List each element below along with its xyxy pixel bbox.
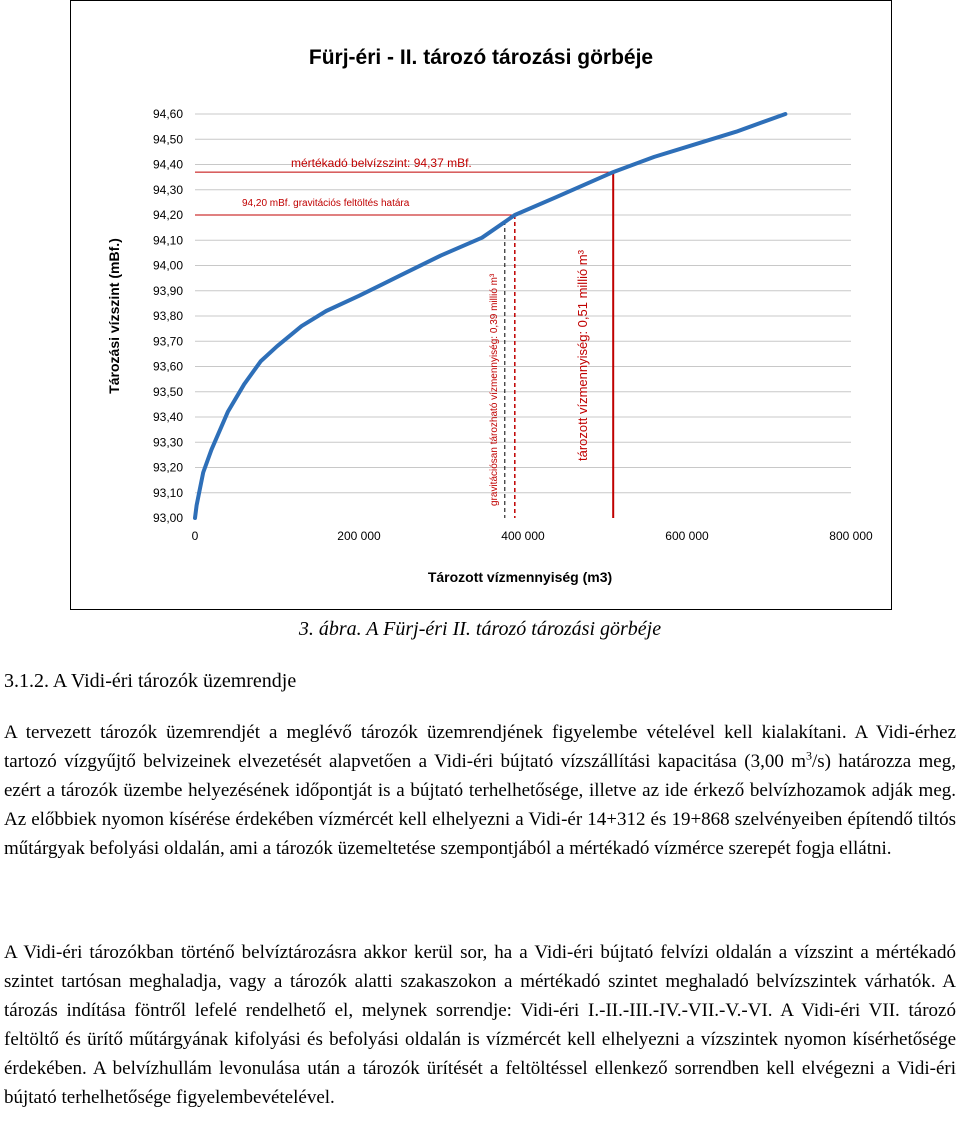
y-tick-label: 93,00	[152, 511, 183, 525]
y-tick-label: 94,40	[152, 157, 183, 172]
superscript: 3	[805, 748, 812, 763]
x-tick-label: 400 000	[501, 529, 545, 543]
y-tick-labels	[153, 107, 183, 525]
x-tick-label: 800 000	[829, 529, 873, 543]
grid-layer	[195, 114, 851, 493]
chart-frame	[70, 0, 892, 610]
gravity-volume-label: gravitációsan tározható vízmennyiség: 0,39 millió m³	[489, 273, 500, 506]
y-tick-label: 94,30	[152, 182, 183, 197]
x-tick-label: 200 000	[337, 529, 381, 543]
x-tick-label: 0	[191, 529, 199, 543]
section-heading: 3.1.2. A Vidi-éri tározók üzemrendje	[4, 670, 297, 692]
storage-curve-chart	[71, 1, 893, 611]
figure-caption: 3. ábra. A Fürj-éri II. tározó tározási görbéje	[298, 618, 662, 640]
y-tick-label: 94,60	[152, 107, 183, 121]
paragraph: A Vidi-éri tározókban történő belvíztározásra akkor kerül sor, ha a Vidi-éri bújtató felvízi oldalán a vízszint a mértékadó szintet tartósan meghaladja, vagy a tározók alatti szakaszokon a mértékadó szintet meghaladó belvízszintek várhatók. A tározás indítása föntről lefelé rendelhető el, melynek sorrendje: Vidi-éri I.-II.-III.-IV.-VII.-V.-VI. A Vidi-éri VII. tározó feltöltő és ürítő műtárgyának kifolyási és befolyási oldalán is vízmércét kell elhelyezni a vízszintek nyomon kísérhetősége érdekében. A belvízhullám levonulása után a tározók ürítését a feltöltéssel ellenkező sorrendben kell elvégezni a Vidi-éri bújtató terhelhetősége figyelembevételével.	[4, 942, 956, 1108]
y-tick-label: 93,40	[152, 410, 183, 424]
y-tick-label: 94,00	[152, 258, 183, 273]
y-tick-label: 94,20	[152, 208, 183, 222]
annotation-layer	[195, 172, 613, 518]
paragraph-text: /s) határozza meg, ezért a tározók üzembe helyezésének időpontját is a bújtató terhelhetősége, illetve az ide érkező belvízhozamok adják meg. Az előbbiek nyomon kísérése érdekében vízmércét kell elhelyezni a Vidi-ér 14+312 és 19+868 szelvényeiben építendő tiltós műtárgyak befolyási oldalán, ami a tározók üzemeltetése szempontjából a mértékadó vízmérce szerepét fogja ellátni.	[4, 751, 956, 859]
y-tick-label: 93,80	[152, 309, 183, 323]
y-tick-label: 94,50	[152, 132, 183, 147]
x-tick-label: 600 000	[665, 529, 709, 543]
y-axis-title: Tározási vízszint (mBf.)	[106, 238, 122, 394]
y-tick-label: 93,30	[152, 435, 183, 450]
y-tick-label: 94,10	[152, 233, 183, 248]
x-tick-labels	[192, 529, 873, 543]
x-axis-title: Tározott vízmennyiség (m3)	[427, 569, 613, 585]
gravity-limit-label: 94,20 mBf. gravitációs feltöltés határa	[242, 198, 410, 209]
design-level-label: mértékadó belvízszint: 94,37 mBf.	[291, 156, 472, 170]
y-tick-label: 93,50	[152, 384, 183, 399]
paragraph-text: A tervezett tározók üzemrendjét a meglévő tározók üzemrendjének figyelembe vételével kell kialakítani. A Vidi-érhez tartozó vízgyűjtő belvizeinek elvezetését alapvetően a Vidi-éri bújtató vízszállítási kapacitása (3,00 m	[4, 722, 956, 772]
y-tick-label: 93,10	[152, 485, 183, 500]
y-tick-label: 93,70	[152, 334, 183, 349]
paragraph	[4, 718, 956, 863]
y-tick-label: 93,20	[152, 460, 183, 475]
y-tick-label: 93,60	[152, 359, 183, 374]
chart-title: Fürj-éri - II. tározó tározási görbéje	[308, 46, 654, 69]
stored-volume-label: tározott vízmennyiség: 0,51 millió m³	[575, 250, 590, 461]
y-tick-label: 93,90	[152, 283, 183, 298]
